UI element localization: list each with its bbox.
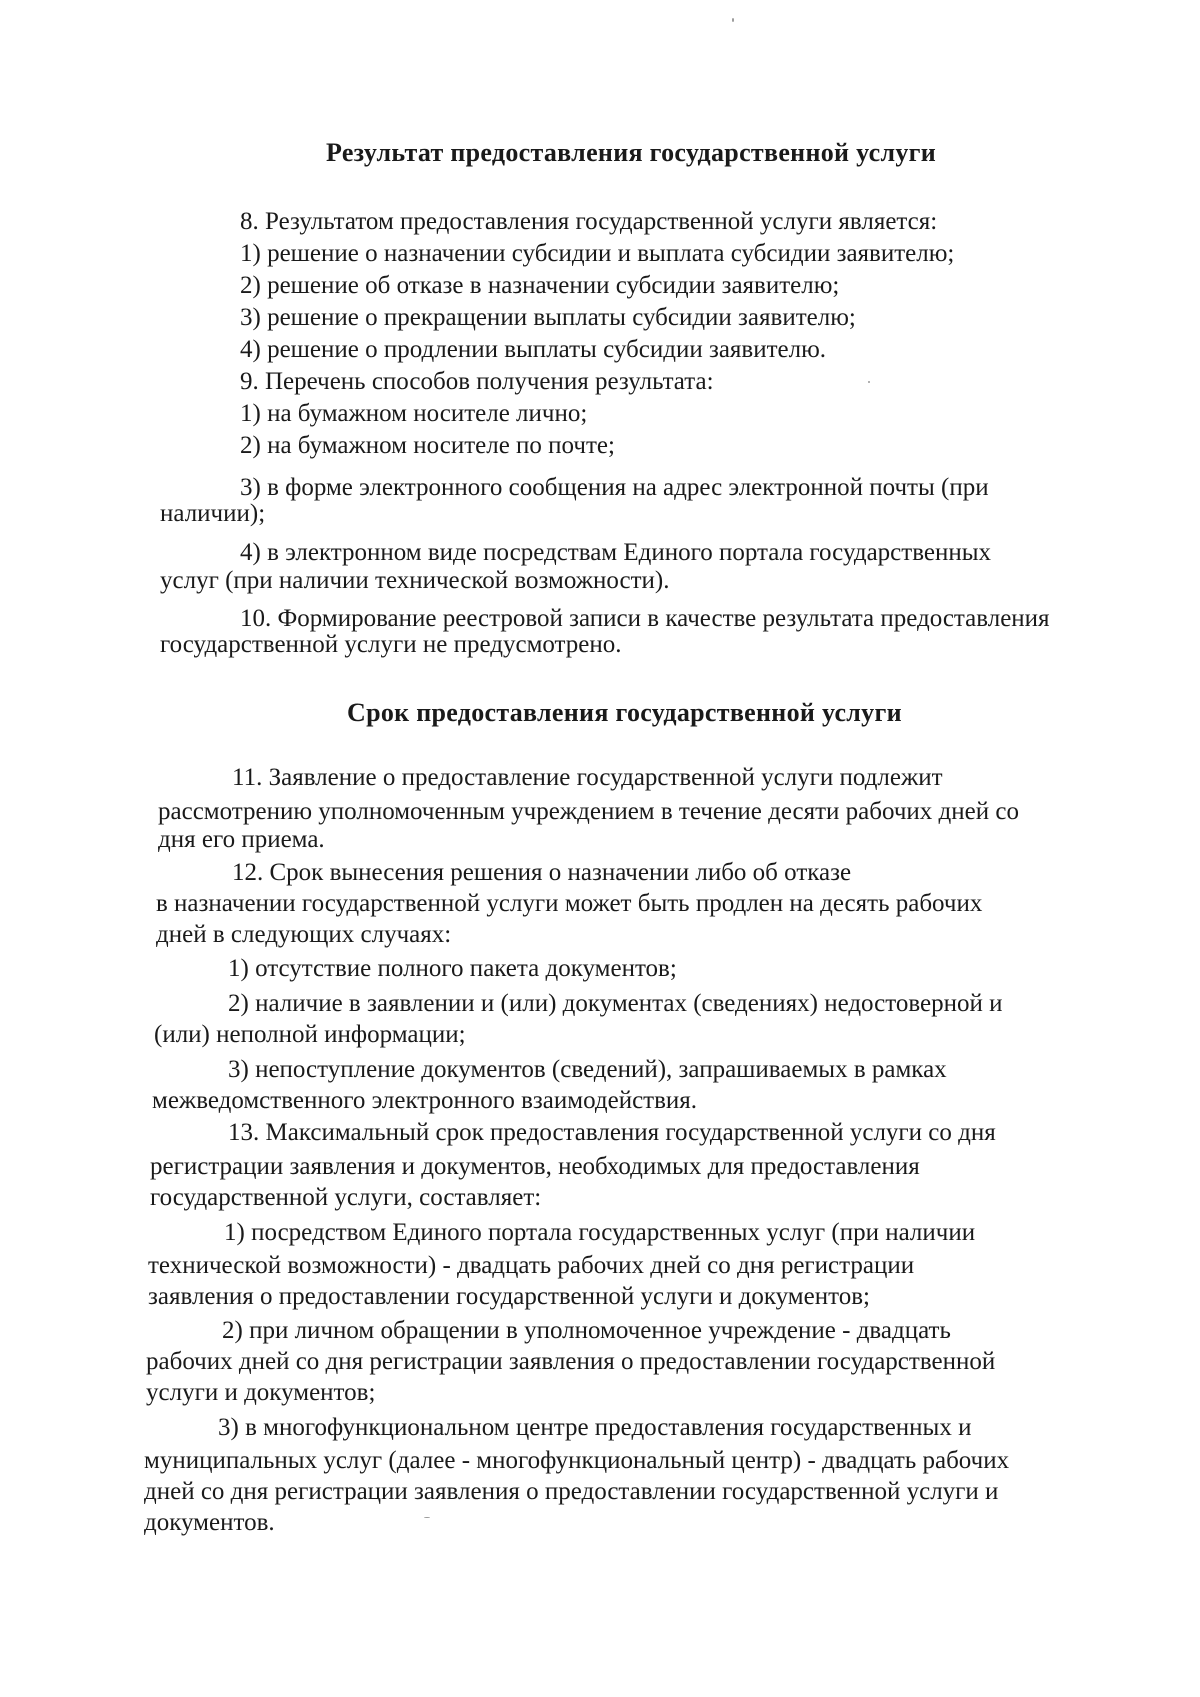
section-heading-result: Результат предоставления государственной услуги	[326, 138, 937, 167]
paragraph-line: государственной услуги, составляет:	[150, 1184, 542, 1211]
paragraph-line: 8. Результатом предоставления государственной услуги является:	[240, 208, 938, 235]
paragraph-line: 4) решение о продлении выплаты субсидии заявителю.	[240, 336, 827, 363]
paragraph-line: 2) при личном обращении в уполномоченное учреждение - двадцать	[222, 1317, 951, 1344]
paragraph-line: дней в следующих случаях:	[156, 921, 452, 948]
paragraph-line: наличии);	[160, 500, 266, 527]
paragraph-line: 13. Максимальный срок предоставления государственной услуги со дня	[228, 1119, 996, 1146]
paragraph-line: 4) в электронном виде посредствам Единого портала государственных	[240, 539, 992, 566]
paragraph-line: 3) в многофункциональном центре предоставления государственных и	[218, 1414, 972, 1441]
paragraph-line: регистрации заявления и документов, необходимых для предоставления	[150, 1153, 920, 1180]
paragraph-line: 11. Заявление о предоставление государственной услуги подлежит	[232, 764, 943, 791]
paragraph-line: дней со дня регистрации заявления о предоставлении государственной услуги и	[144, 1478, 999, 1505]
scan-speck	[868, 381, 870, 383]
paragraph-line: 12. Срок вынесения решения о назначении либо об отказе	[232, 859, 852, 886]
paragraph-line: дня его приема.	[158, 826, 325, 853]
paragraph-line: рассмотрению уполномоченным учреждением в течение десяти рабочих дней со	[158, 798, 1019, 825]
paragraph-line: услуги и документов;	[146, 1379, 376, 1406]
paragraph-line: 2) наличие в заявлении и (или) документах (сведениях) недостоверной и	[228, 990, 1003, 1017]
paragraph-line: 3) решение о прекращении выплаты субсидии заявителю;	[240, 304, 856, 331]
paragraph-line: 2) на бумажном носителе по почте;	[240, 432, 615, 459]
paragraph-line: 1) решение о назначении субсидии и выплата субсидии заявителю;	[240, 240, 955, 267]
paragraph-line: 1) посредством Единого портала государственных услуг (при наличии	[224, 1219, 976, 1246]
paragraph-line: государственной услуги не предусмотрено.	[160, 631, 622, 658]
paragraph-line: (или) неполной информации;	[154, 1021, 466, 1048]
paragraph-line: муниципальных услуг (далее - многофункциональный центр) - двадцать рабочих	[144, 1447, 1010, 1474]
paragraph-line: 3) непоступление документов (сведений), запрашиваемых в рамках	[228, 1056, 947, 1083]
paragraph-line: межведомственного электронного взаимодействия.	[152, 1087, 698, 1114]
paragraph-line: 10. Формирование реестровой записи в качестве результата предоставления	[240, 605, 1050, 632]
paragraph-line: 1) отсутствие полного пакета документов;	[228, 955, 677, 982]
paragraph-line: документов.	[144, 1509, 275, 1536]
scan-speck	[732, 18, 734, 22]
paragraph-line: рабочих дней со дня регистрации заявления о предоставлении государственной	[146, 1348, 996, 1375]
paragraph-line: 3) в форме электронного сообщения на адрес электронной почты (при	[240, 474, 989, 501]
scan-speck	[424, 1517, 430, 1518]
paragraph-line: в назначении государственной услуги может быть продлен на десять рабочих	[156, 890, 983, 917]
paragraph-line: технической возможности) - двадцать рабочих дней со дня регистрации	[148, 1252, 915, 1279]
paragraph-line: 2) решение об отказе в назначении субсидии заявителю;	[240, 272, 840, 299]
paragraph-line: 1) на бумажном носителе лично;	[240, 400, 588, 427]
paragraph-line: заявления о предоставлении государственной услуги и документов;	[148, 1283, 870, 1310]
paragraph-line: 9. Перечень способов получения результата:	[240, 368, 714, 395]
section-heading-term: Срок предоставления государственной услуги	[347, 698, 902, 727]
paragraph-line: услуг (при наличии технической возможности).	[160, 567, 670, 594]
